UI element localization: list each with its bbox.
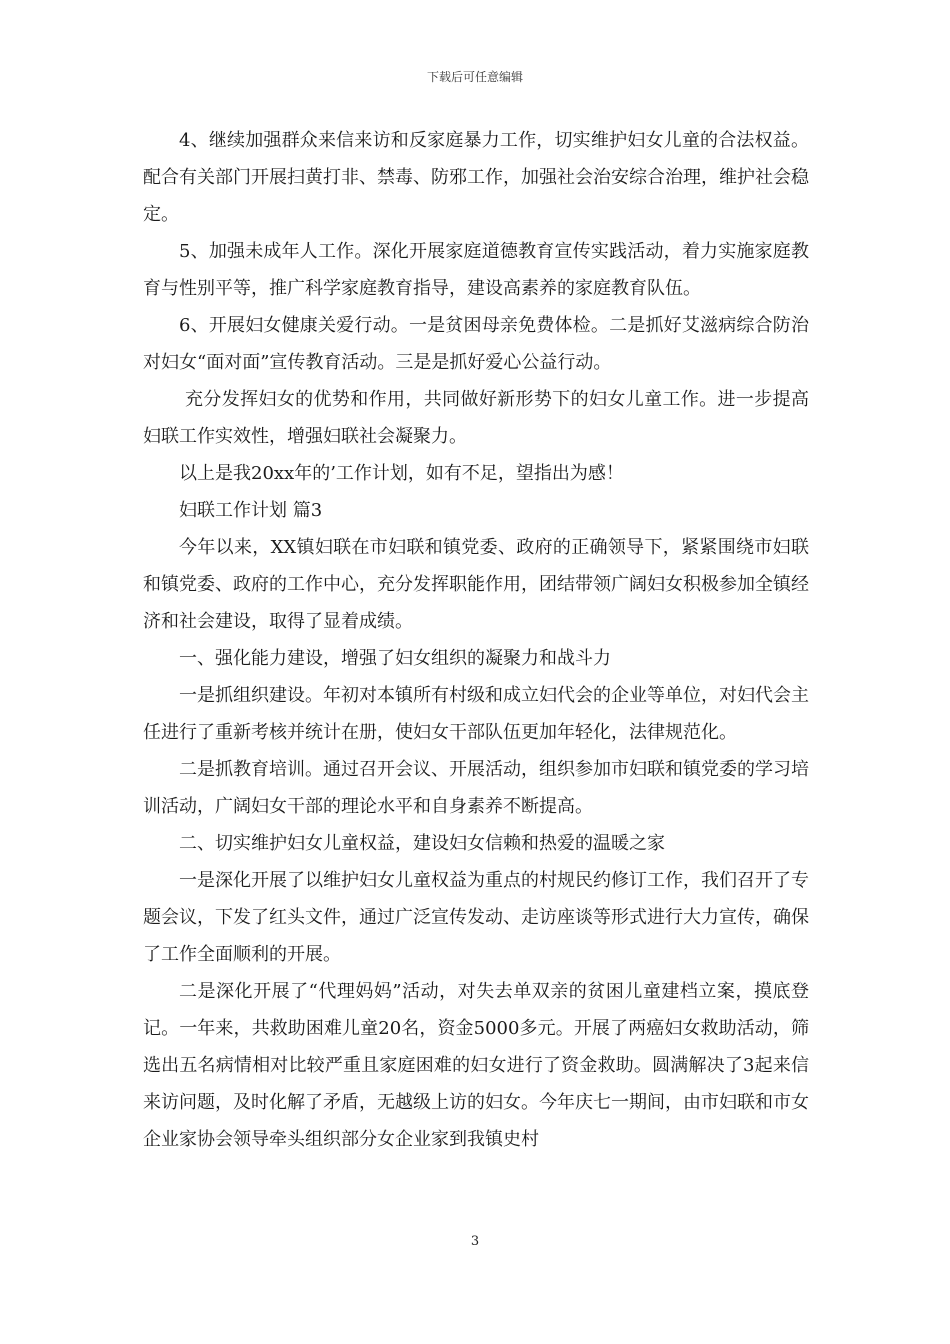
section-title: 妇联工作计划 篇3 [179,500,323,521]
section-heading-2: 二、切实维护妇女儿童权益，建设妇女信赖和热爱的温暖之家 [179,833,665,854]
paragraph-organization: 一是抓组织建设。年初对本镇所有村级和成立妇代会的企业等单位，对妇代会主任进行了重新考核并统计在册，使妇女干部队伍更加年轻化，法律规范化。 [143,685,809,743]
paragraph-intro: 今年以来，XX镇妇联在市妇联和镇党委、政府的正确领导下，紧紧围绕市妇联和镇党委、政府的工作中心，充分发挥职能作用，团结带领广阔妇女积极参加全镇经济和社会建设，取得了显着成绩。 [143,537,809,632]
page-number: 3 [470,1234,480,1249]
paragraph-closing: 以上是我20xx年的’工作计划，如有不足，望指出为感！ [179,463,624,484]
paragraph-item-5: 5、加强未成年人工作。深化开展家庭道德教育宣传实践活动，着力实施家庭教育与性别平等，推广科学家庭教育指导，建设高素养的家庭教育队伍。 [143,241,809,299]
section-heading-1: 一、强化能力建设，增强了妇女组织的凝聚力和战斗力 [179,648,611,669]
document-body [143,122,809,1158]
page-header: 下载后可任意编辑 [426,70,523,84]
paragraph-village-rules: 一是深化开展了以维护妇女儿童权益为重点的村规民约修订工作，我们召开了专题会议，下发了红头文件，通过广泛宣传发动、走访座谈等形式进行大力宣传，确保了工作全面顺利的开展。 [143,870,809,965]
paragraph-summary: 充分发挥妇女的优势和作用，共同做好新形势下的妇女儿童工作。进一步提高妇联工作实效性，增强妇联社会凝聚力。 [143,389,809,447]
paragraph-item-4: 4、继续加强群众来信来访和反家庭暴力工作，切实维护妇女儿童的合法权益。配合有关部门开展扫黄打非、禁毒、防邪工作，加强社会治安综合治理，维护社会稳定。 [143,130,809,225]
paragraph-proxy-mother: 二是深化开展了“代理妈妈”活动，对失去单双亲的贫困儿童建档立案，摸底登记。一年来，共救助困难儿童20名，资金5000多元。开展了两癌妇女救助活动，筛选出五名病情相对比较严重且家庭困难的妇女进行了资金救助。圆满解决了3起来信来访问题，及时化解了矛盾，无越级上访的妇女。今年庆七一期间，由市妇联和市女企业家协会领导牵头组织部分女企业家到我镇史村 [143,981,809,1150]
paragraph-item-6: 6、开展妇女健康关爱行动。一是贫困母亲免费体检。二是抓好艾滋病综合防治对妇女“面对面”宣传教育活动。三是是抓好爱心公益行动。 [143,315,809,373]
paragraph-training: 二是抓教育培训。通过召开会议、开展活动，组织参加市妇联和镇党委的学习培训活动，广阔妇女干部的理论水平和自身素养不断提高。 [143,759,809,817]
